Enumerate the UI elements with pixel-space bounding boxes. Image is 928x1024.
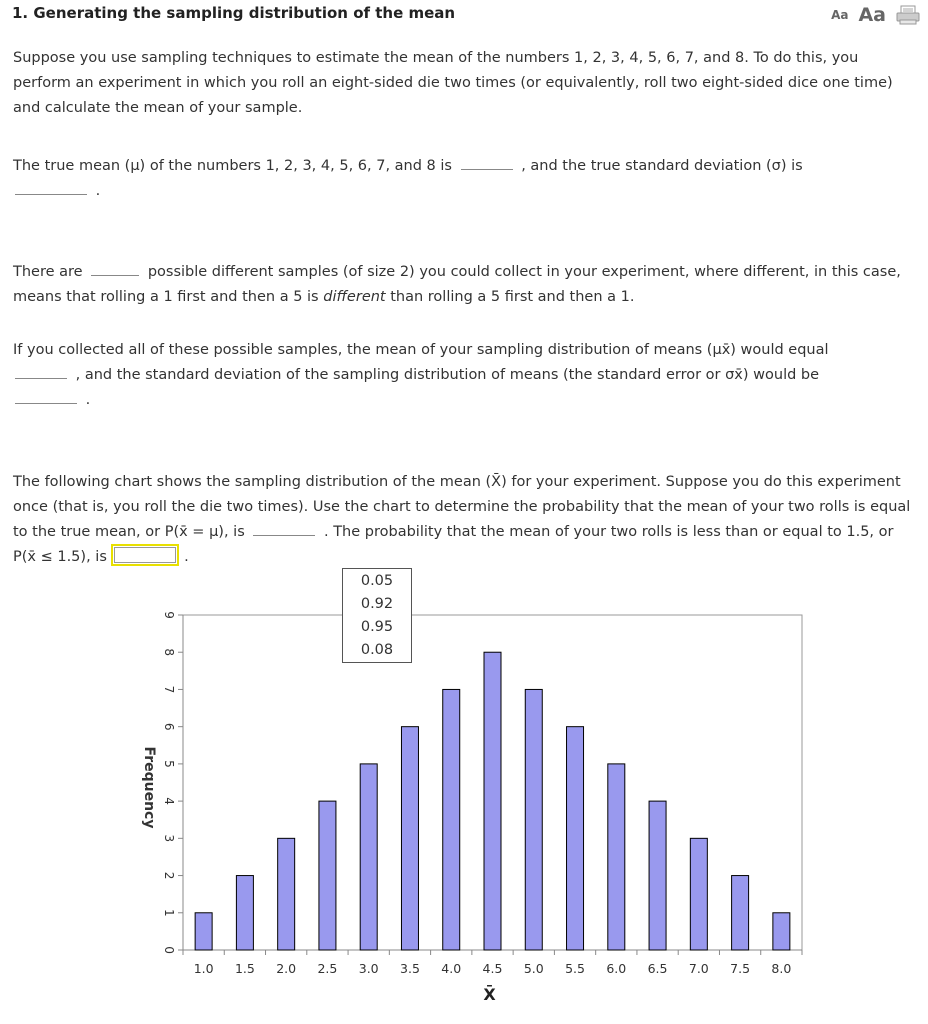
x-tick-label: 2.5 bbox=[317, 961, 338, 976]
samples-text-a: There are bbox=[13, 264, 83, 280]
bar-5.5 bbox=[567, 727, 584, 950]
y-tick-label: 9 bbox=[162, 611, 176, 619]
y-tick-label: 4 bbox=[162, 797, 176, 805]
x-tick-label: 2.0 bbox=[276, 961, 297, 976]
samples-text-c: than rolling a 5 first and then a 1. bbox=[390, 289, 635, 305]
bar-6.5 bbox=[649, 801, 666, 950]
x-tick-label: 4.0 bbox=[441, 961, 462, 976]
bar-5.0 bbox=[525, 689, 542, 950]
x-tick-label: 4.5 bbox=[482, 961, 503, 976]
y-tick-label: 8 bbox=[162, 648, 176, 657]
y-axis-label: Frequency bbox=[141, 746, 157, 829]
dropdown-option[interactable]: 0.92 bbox=[360, 596, 394, 612]
y-tick-label: 2 bbox=[162, 871, 176, 880]
bar-6.0 bbox=[608, 764, 625, 950]
y-tick-label: 3 bbox=[162, 834, 176, 843]
x-tick-label: 3.5 bbox=[400, 961, 420, 976]
dropdown-option[interactable]: 0.95 bbox=[360, 619, 394, 635]
x-tick-label: 8.0 bbox=[771, 961, 792, 976]
standard-error-text: , and the standard deviation of the sampling distribution of means (the standard error or σx̄) would be bbox=[75, 367, 820, 383]
samples-text-b: possible different samples (of size 2) you could collect in your experiment, where different, in this case, means that rolling a 1 first and then a 5 is bbox=[13, 264, 901, 305]
bar-2.0 bbox=[278, 838, 295, 950]
bar-3.0 bbox=[360, 764, 377, 950]
bar-3.5 bbox=[401, 727, 418, 950]
bar-2.5 bbox=[319, 801, 336, 950]
bar-1.5 bbox=[236, 876, 253, 950]
y-tick-label: 5 bbox=[162, 760, 176, 768]
y-tick-label: 0 bbox=[162, 946, 176, 954]
y-tick-label: 1 bbox=[162, 908, 176, 917]
samples-text-em: different bbox=[323, 289, 386, 305]
font-size-small-button[interactable]: Aa bbox=[831, 8, 849, 22]
x-tick-label: 1.0 bbox=[193, 961, 214, 976]
dropdown-option[interactable]: 0.08 bbox=[360, 642, 394, 658]
prob-dropdown-list[interactable] bbox=[342, 568, 412, 663]
y-tick-label: 6 bbox=[162, 722, 176, 731]
prob-leq-period: . bbox=[184, 549, 189, 565]
true-sd-period: . bbox=[95, 183, 101, 199]
intro-paragraph: Suppose you use sampling techniques to estimate the mean of the numbers 1, 2, 3, 4, 5, 6, 7, and 8. To do this, you perform an experiment in which you roll an eight-sided die two times (or equivalently, roll two eight-sided dice one time) and calculate the mean of your sample. bbox=[13, 50, 893, 116]
x-tick-label: 1.5 bbox=[234, 961, 255, 976]
sampling-mean-text: If you collected all of these possible samples, the mean of your sampling distribution of means (μx̄) would equal bbox=[13, 342, 829, 358]
x-tick-label: 5.5 bbox=[565, 961, 585, 976]
bar-7.0 bbox=[690, 838, 707, 950]
standard-error-period: . bbox=[85, 392, 91, 408]
x-tick-label: 3.0 bbox=[358, 961, 379, 976]
question-title: 1. Generating the sampling distribution of the mean bbox=[12, 4, 456, 22]
prob-leq-text: . The probability that the mean of your two rolls is less than or equal to 1.5, or P(x̄ ≤ 1.5), is bbox=[13, 524, 894, 565]
bar-4.0 bbox=[443, 689, 460, 950]
dropdown-option[interactable]: 0.05 bbox=[360, 573, 394, 589]
font-size-large-button[interactable]: Aa bbox=[858, 4, 886, 26]
chart-layer bbox=[141, 611, 802, 1004]
x-axis-label: X̄ bbox=[483, 985, 496, 1004]
x-tick-label: 7.0 bbox=[688, 961, 709, 976]
bar-8.0 bbox=[773, 913, 790, 950]
x-tick-label: 7.5 bbox=[730, 961, 751, 976]
bar-7.5 bbox=[732, 876, 749, 950]
x-tick-label: 6.0 bbox=[606, 961, 627, 976]
prob-equal-text: The following chart shows the sampling distribution of the mean (X̄) for your experiment. Suppose you do this experiment once (that is, you roll the die two times). Use the chart to determine the probability that the mean of your two rolls is equal to the true mean, or P(x̄ = μ), is bbox=[13, 474, 911, 540]
y-tick-label: 7 bbox=[162, 685, 176, 694]
bar-1.0 bbox=[195, 913, 212, 950]
bar-4.5 bbox=[484, 652, 501, 950]
true-mean-text: The true mean (μ) of the numbers 1, 2, 3, 4, 5, 6, 7, and 8 is bbox=[13, 158, 452, 174]
x-tick-label: 6.5 bbox=[647, 961, 668, 976]
x-tick-label: 5.0 bbox=[523, 961, 544, 976]
true-sd-text: , and the true standard deviation (σ) is bbox=[521, 158, 803, 174]
